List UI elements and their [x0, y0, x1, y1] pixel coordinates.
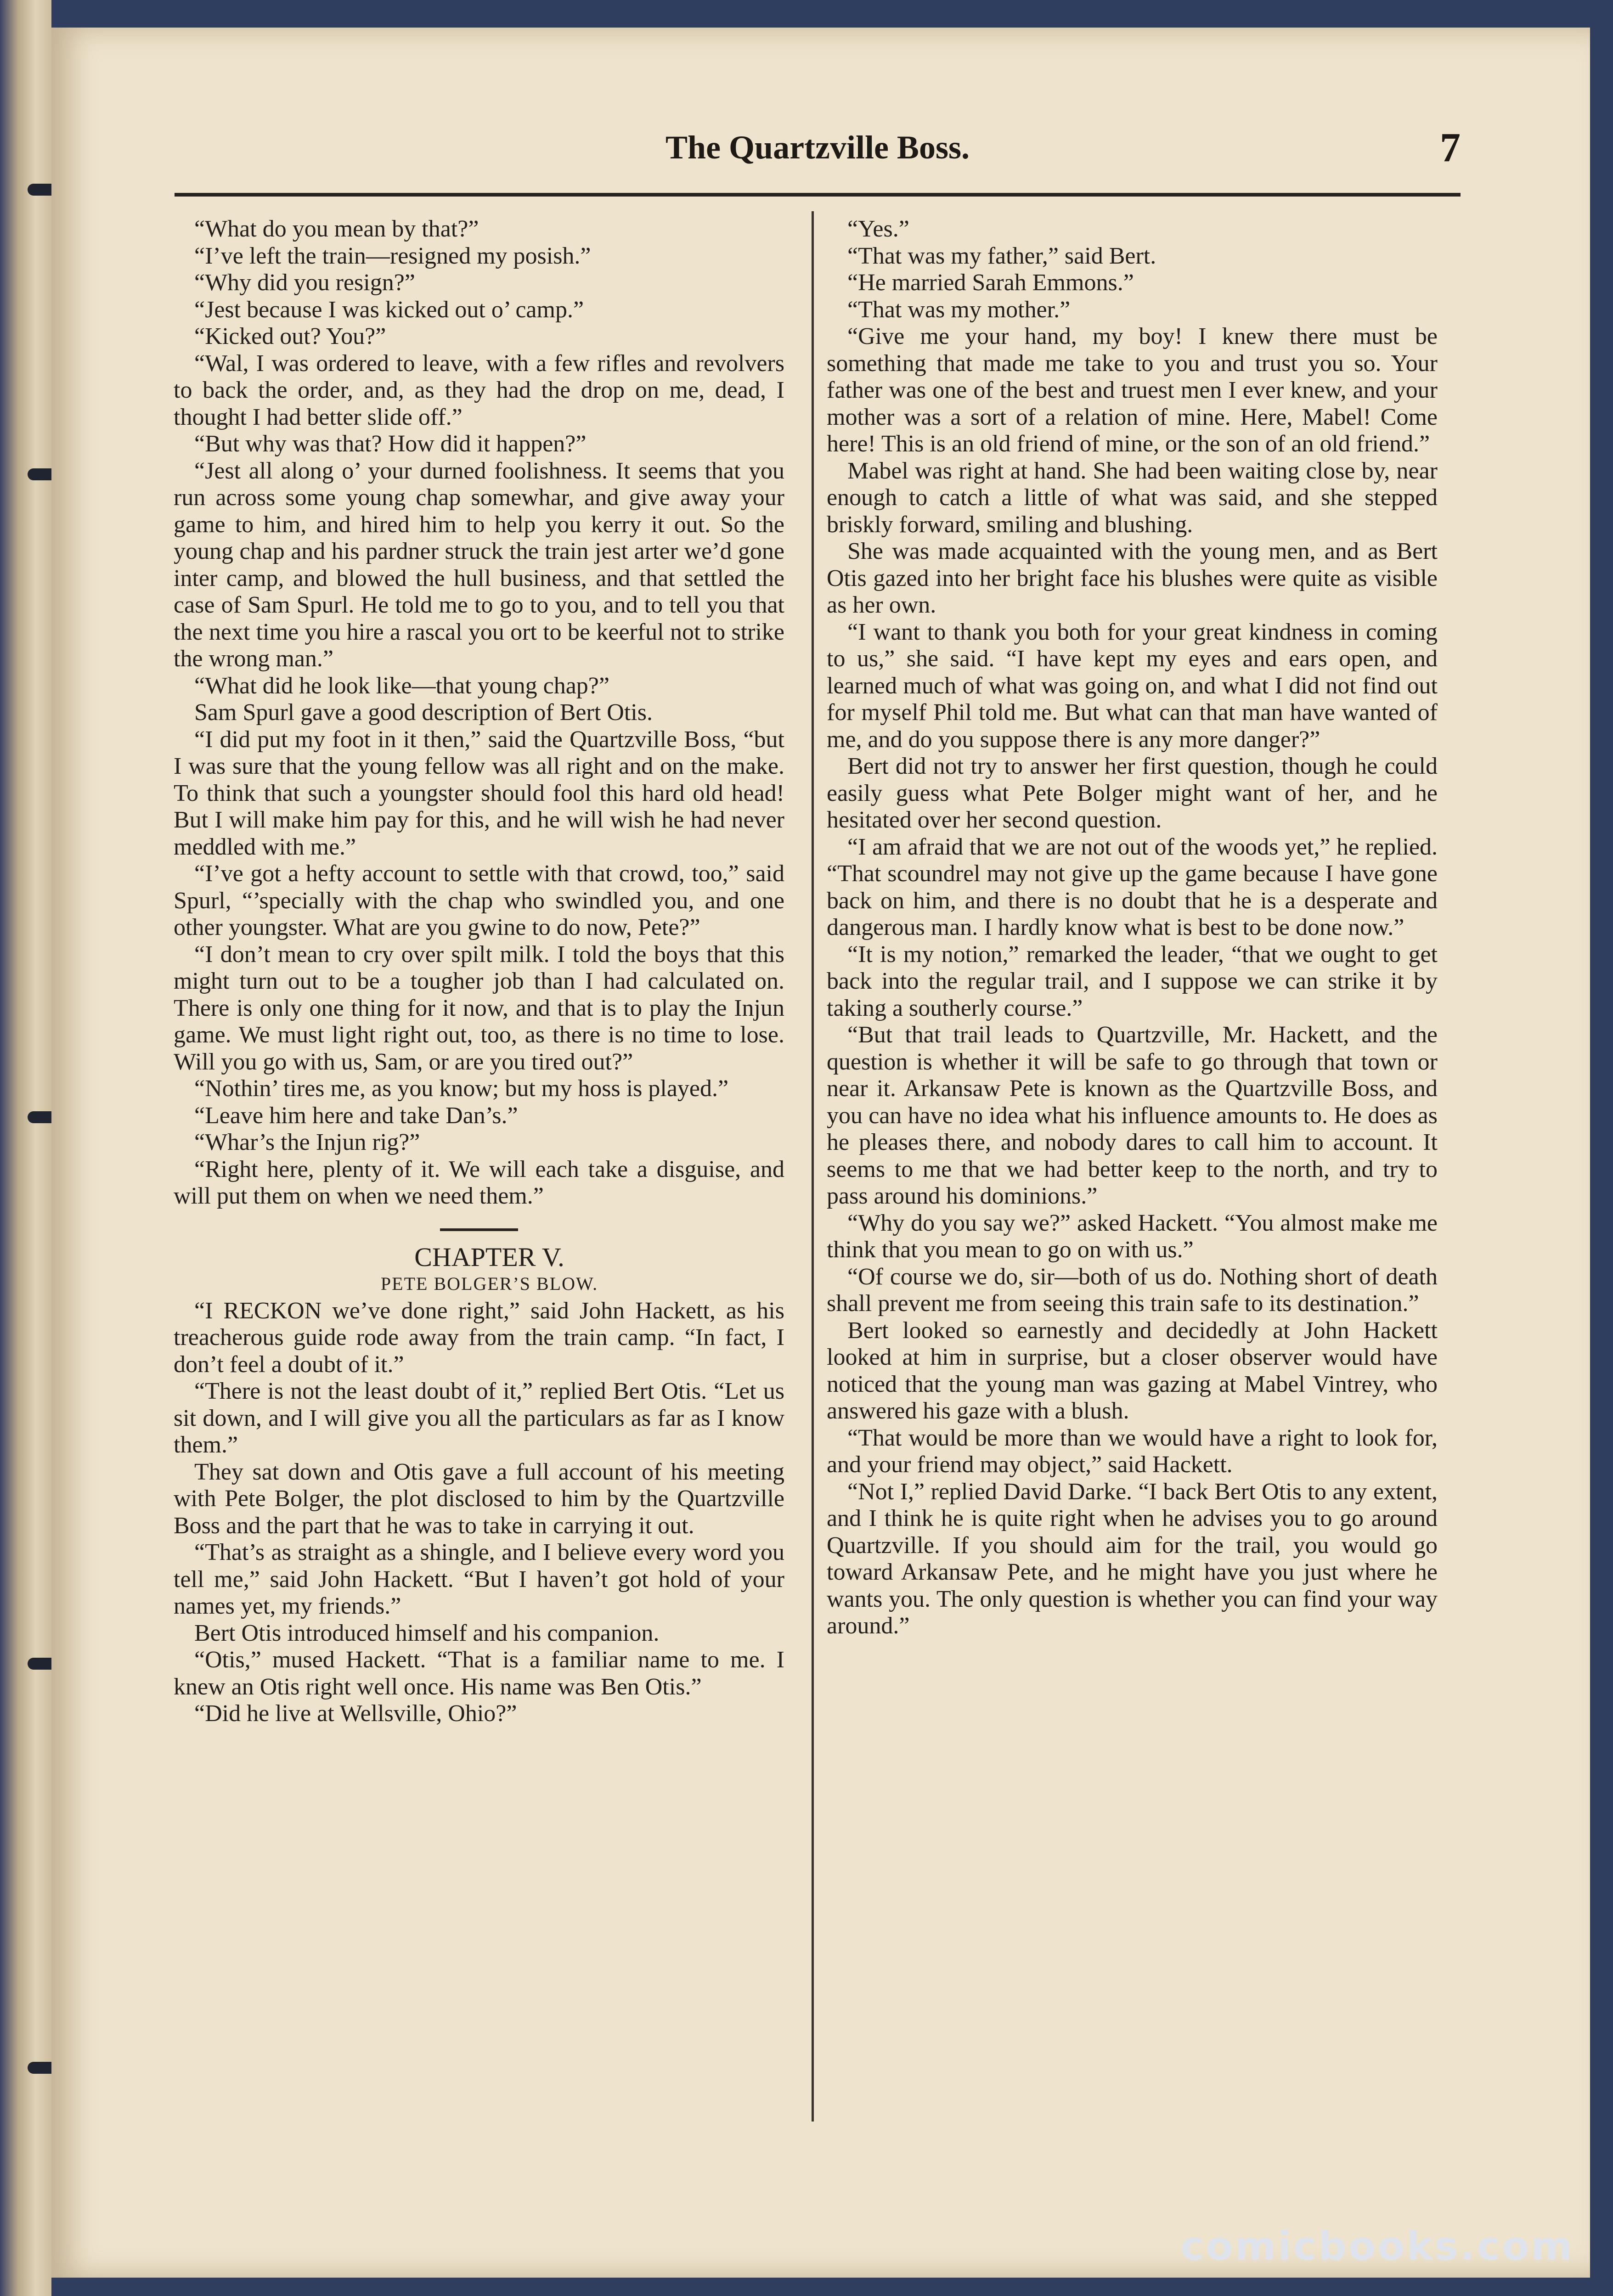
chapter-text — [174, 1298, 784, 1728]
paragraph: “What did he look like—that young chap?” — [194, 672, 609, 699]
paragraph: “Of course we do, sir—both of us do. Nothing short of death shall prevent me from seeing this train safe to its destination.” — [827, 1263, 1438, 1317]
paragraph: “That was my mother.” — [847, 296, 1071, 323]
paragraph: “Jest all along o’ your durned foolishness. It seems that you run across some young chap somewhar, and give away your game to him, and hired him to help you kerry it out. So the young chap and his pardner struck the train jest arter we’d gone inter camp, and blowed the hull business, and that settled the case of Sam Spurl. He told me to go to you, and to tell you that the next time you hire a rascal you ort to be keerful not to strike the wrong man.” — [174, 457, 784, 672]
page-number: 7 — [1440, 125, 1461, 170]
paragraph: “Why do you say we?” asked Hackett. “You almost make me think that you mean to go on with us.” — [827, 1210, 1438, 1263]
watermark: comicbooks.com — [1180, 2223, 1574, 2269]
running-title: The Quartzville Boss. — [666, 129, 970, 166]
chapter-heading: CHAPTER V. — [414, 1242, 564, 1272]
paragraph: Sam Spurl gave a good description of Bert Otis. — [194, 699, 653, 726]
paragraph: They sat down and Otis gave a full account of his meeting with Pete Bolger, the plot disclosed to him by the Quartzville Boss and the part that he was to take in carrying it out. — [174, 1458, 784, 1539]
paragraph: “I don’t mean to cry over spilt milk. I told the boys that this might turn out to be a tougher job than I had calculated on. There is only one thing for it now, and that is to play the Injun game. We must light right out, too, as there is no time to lose. Will you go with us, Sam, or are you tired out?” — [174, 941, 784, 1075]
header-rule — [175, 193, 1461, 197]
paragraph: “Right here, plenty of it. We will each take a disguise, and will put them on when we need them.” — [174, 1156, 784, 1209]
paragraph: “Jest because I was kicked out o’ camp.” — [194, 296, 584, 323]
paragraph: Bert Otis introduced himself and his companion. — [194, 1620, 660, 1646]
paragraph: She was made acquainted with the young men, and as Bert Otis gazed into her bright face his blushes were quite as visible as her own. — [827, 538, 1438, 618]
paragraph: “That’s as straight as a shingle, and I believe every word you tell me,” said John Hackett. “But I haven’t got hold of your names yet, my friends.” — [174, 1539, 784, 1619]
left-column-text — [174, 216, 784, 1210]
paragraph: Bert did not try to answer her first question, though he could easily guess what Pete Bolger might want of her, and he hesitated over her second question. — [827, 753, 1438, 833]
paragraph: “It is my notion,” remarked the leader, “that we ought to get back into the regular trail, and I suppose we can strike it by taking a southerly course.” — [827, 941, 1438, 1021]
paragraph: “But that trail leads to Quartzville, Mr. Hackett, and the question is whether it will be safe to go through that town or near it. Arkansaw Pete is known as the Quartzville Boss, and you can have no idea what his influence amounts to. He does as he pleases there, and nobody dares to call him to account. It seems to me that we had better keep to the north, and try to pass around his dominions.” — [827, 1022, 1438, 1209]
paragraph: “I want to thank you both for your great kindness in coming to us,” she said. “I have kept my eyes and ears open, and learned much of what was going on, and what I did not find out for myself Phil told me. But what can that man have wanted of me, and do you suppose there is any more danger?” — [827, 619, 1438, 753]
paragraph: “I’ve left the train—resigned my posish.” — [194, 242, 591, 269]
binding-spine — [0, 0, 51, 2296]
paragraph: Mabel was right at hand. She had been waiting close by, near enough to catch a little of what was said, and she stepped briskly forward, smiling and blushing. — [827, 457, 1438, 538]
column-divider — [812, 211, 814, 2122]
paragraph: “Why did you resign?” — [194, 270, 415, 296]
paragraph: “Yes.” — [847, 216, 909, 242]
paragraph: “I RECKON we’ve done right,” said John Hackett, as his treacherous guide rode away from the train camp. “In fact, I don’t feel a doubt of it.” — [174, 1297, 784, 1378]
paragraph: “That was my father,” said Bert. — [847, 242, 1156, 269]
paragraph: “Leave him here and take Dan’s.” — [194, 1102, 518, 1129]
paragraph: “Whar’s the Injun rig?” — [194, 1129, 420, 1155]
left-column — [174, 216, 784, 2144]
running-header — [175, 115, 1461, 184]
paragraph: “Kicked out? You?” — [194, 323, 386, 349]
paragraph: “Wal, I was ordered to leave, with a few rifles and revolvers to back the order, and, as they had the drop on me, dead, I thought I had better slide off.” — [174, 350, 784, 430]
paragraph: “I am afraid that we are not out of the woods yet,” he replied. “That scoundrel may not give up the game because I have gone back on him, and there is no doubt that he is a desperate and dangerous man. I hardly know what is best to be done now.” — [827, 833, 1438, 940]
chapter-separator — [440, 1228, 518, 1231]
paragraph: “What do you mean by that?” — [194, 216, 479, 242]
paragraph: “That would be more than we would have a right to look for, and your friend may object,” said Hackett. — [827, 1424, 1438, 1478]
paragraph: “I’ve got a hefty account to settle with that crowd, too,” said Spurl, “’specially with the chap who swindled you, and one other youngster. What are you gwine to do now, Pete?” — [174, 861, 784, 940]
right-column — [827, 216, 1438, 2144]
paragraph: “There is not the least doubt of it,” replied Bert Otis. “Let us sit down, and I will give you all the particulars as far as I know them.” — [174, 1378, 784, 1458]
paragraph: “He married Sarah Emmons.” — [847, 270, 1134, 296]
paragraph: “Not I,” replied David Darke. “I back Bert Otis to any extent, and I think he is quite right when he advises you to go around Quartzville. If you should aim for the trail, you would go toward Arkansaw Pete, and he might have you just where he wants you. The only question is whether you can find your way around.” — [827, 1478, 1438, 1639]
paragraph: “Did he live at Wellsville, Ohio?” — [194, 1700, 517, 1727]
paragraph: “Give me your hand, my boy! I knew there must be something that made me take to you and trust you so. Your father was one of the best and truest men I ever knew, and your mother was a sort of a relation of mine. Here, Mabel! Come here! This is an old friend of mine, or the son of an old friend.” — [827, 323, 1438, 457]
chapter-subheading: PETE BOLGER’S BLOW. — [380, 1273, 598, 1294]
paragraph: “Nothin’ tires me, as you know; but my hoss is played.” — [194, 1075, 729, 1102]
paragraph: Bert looked so earnestly and decidedly at John Hackett looked at him in surprise, but a closer observer would have noticed that the young man was gazing at Mabel Vintrey, who answered his gaze with a blush. — [827, 1317, 1438, 1424]
paragraph: “But why was that? How did it happen?” — [194, 431, 587, 457]
paragraph: “Otis,” mused Hackett. “That is a familiar name to me. I knew an Otis right well once. His name was Ben Otis.” — [174, 1647, 784, 1700]
paragraph: “I did put my foot in it then,” said the Quartzville Boss, “but I was sure that the young fellow was all right and on the make. To think that such a youngster should fool this hard old head! But I will make him pay for this, and he will wish he had never meddled with me.” — [174, 726, 784, 860]
